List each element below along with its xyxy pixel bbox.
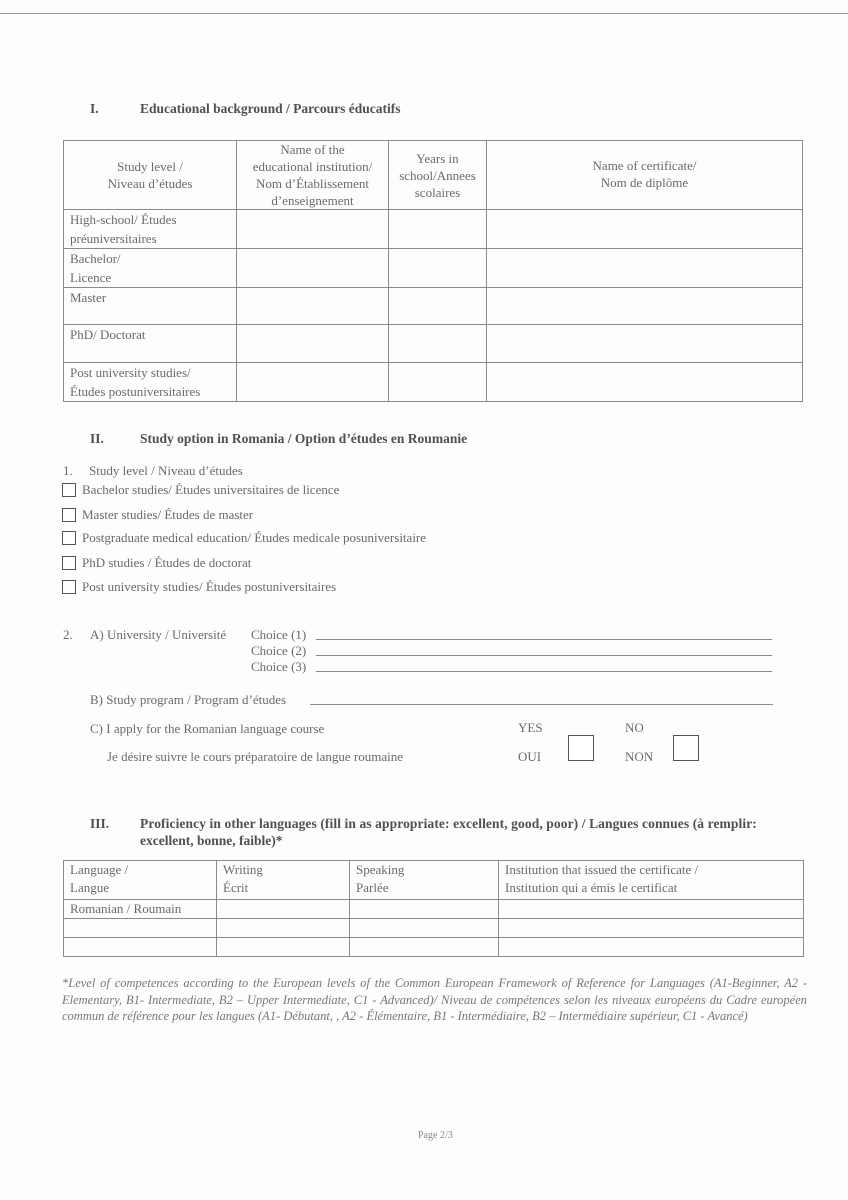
table-row (64, 900, 804, 919)
institution-cell[interactable] (237, 249, 389, 288)
institution-cell[interactable] (237, 363, 389, 402)
years-cell[interactable] (389, 288, 487, 325)
writing-cell[interactable] (217, 919, 350, 938)
speaking-cell[interactable] (350, 919, 499, 938)
header-study-level (64, 141, 237, 210)
study-program-field[interactable] (310, 704, 773, 705)
header-line: Speaking (356, 862, 405, 877)
writing-cell[interactable] (217, 900, 350, 919)
header-line: Name of certificate/ (592, 158, 697, 173)
institution-cell[interactable] (237, 325, 389, 363)
section-3-title-line-2: excellent, bonne, faible)* (140, 833, 283, 848)
choice-1-label: Choice (1) (251, 627, 307, 642)
years-cell[interactable] (389, 210, 487, 249)
header-line: educational institution/ (252, 159, 373, 174)
header-institution (499, 861, 804, 900)
top-rule (0, 13, 848, 14)
option-label: Bachelor studies/ Études universitaires de licence (82, 482, 340, 497)
table-row (64, 363, 803, 402)
table-row (64, 210, 803, 249)
study-program-label: B) Study program / Program d’études (90, 692, 287, 707)
option-label: Postgraduate medical education/ Études medicale posuniversitaire (82, 530, 427, 545)
option-label: PhD studies / Études de doctorat (82, 555, 252, 570)
option-bachelor[interactable] (62, 482, 339, 498)
certificate-cell[interactable] (487, 210, 803, 249)
certificate-cell[interactable] (487, 363, 803, 402)
university-label: A) University / Université (90, 627, 227, 642)
table-row (64, 919, 804, 938)
footnote: *Level of competences according to the European levels of the Common European Framework of Reference for Languages (A1-Beginner, A2 - Elementary, B1- Intermediate, B2 – Upper Intermediate, C1 - Advanced)/ Niveau de compétences selon les niveaux européens du Cadre européen commun de référence pour les langues (A1- Débutant, , A2 - Élémentaire, B1 - Intermédiaire, B2 – Intermédiaire supérieur, C1 - Avancé) (62, 976, 807, 1023)
option-phd[interactable] (62, 555, 251, 571)
header-line: Écrit (223, 880, 249, 895)
header-line: Niveau d’études (107, 176, 193, 191)
study-level-cell (64, 363, 237, 402)
checkbox-phd[interactable] (62, 556, 76, 570)
institution-cell[interactable] (237, 288, 389, 325)
section-2-heading (90, 431, 467, 447)
section-2-title: Study option in Romania / Option d’études en Roumanie (140, 431, 468, 446)
choice-3-label: Choice (3) (251, 659, 307, 674)
table-row (64, 325, 803, 363)
institution-cell[interactable] (237, 210, 389, 249)
section-3-title-line-1: Proficiency in other languages (fill in as appropriate: excellent, good, poor) / Langues connues (à remplir: (140, 816, 757, 831)
institution-cell[interactable] (499, 938, 804, 957)
language-proficiency-table (63, 860, 804, 957)
study-level-cell (64, 325, 237, 363)
section-2-number: II. (90, 431, 104, 446)
section-1-title: Educational background / Parcours éducatifs (140, 101, 401, 116)
institution-cell[interactable] (499, 900, 804, 919)
educational-background-table (63, 140, 803, 402)
certificate-cell[interactable] (487, 288, 803, 325)
question-1-label: Study level / Niveau d’études (89, 463, 243, 478)
table-row (64, 288, 803, 325)
section-1-heading (90, 101, 401, 117)
question-2-number: 2. (63, 627, 73, 642)
choice-1-field[interactable] (316, 639, 772, 640)
cell-line: Post university studies/ (70, 365, 191, 380)
cell-line: Bachelor/ (70, 251, 121, 266)
language-course-label-fr: Je désire suivre le cours préparatoire de langue roumaine (107, 749, 403, 764)
study-level-question (63, 463, 243, 479)
header-line: Institution qui a émis le certificat (505, 880, 678, 895)
choice-2-field[interactable] (316, 655, 772, 656)
years-cell[interactable] (389, 325, 487, 363)
speaking-cell[interactable] (350, 938, 499, 957)
study-level-cell (64, 288, 237, 325)
section-3-number: III. (90, 816, 110, 831)
cell-line: High-school/ Études (70, 212, 177, 227)
header-line: school/Annees (399, 167, 476, 183)
header-line: scolaires (414, 184, 461, 200)
cell-line: Licence (70, 270, 112, 285)
institution-cell[interactable] (499, 919, 804, 938)
header-certificate (487, 141, 803, 210)
page-number: Page 2/3 (418, 1130, 453, 1141)
cell-line: Études postuniversitaires (70, 384, 201, 399)
checkbox-postgraduate-medical[interactable] (62, 531, 76, 545)
option-label: Master studies/ Études de master (82, 507, 254, 522)
choice-3-field[interactable] (316, 671, 772, 672)
non-label: NON (625, 749, 654, 764)
section-3-heading (90, 815, 805, 849)
header-line: Parlée (356, 880, 389, 895)
language-cell[interactable] (64, 919, 217, 938)
table-header-row (64, 861, 804, 900)
header-writing (217, 861, 350, 900)
header-line: d’enseignement (271, 193, 354, 208)
language-cell: Romanian / Roumain (64, 900, 217, 919)
table-header-row (64, 141, 803, 210)
header-language (64, 861, 217, 900)
cell-line: PhD/ Doctorat (70, 327, 146, 342)
section-1-number: I. (90, 101, 99, 116)
header-institution (237, 141, 389, 210)
header-line: Nom d’Établissement (255, 176, 369, 191)
table-row (64, 938, 804, 957)
writing-cell[interactable] (217, 938, 350, 957)
yes-checkbox[interactable] (568, 735, 594, 761)
checkbox-master[interactable] (62, 508, 76, 522)
option-post-university[interactable] (62, 579, 336, 595)
header-line: Name of the (280, 142, 345, 157)
no-label: NO (625, 720, 644, 735)
study-level-cell (64, 249, 237, 288)
certificate-cell[interactable] (487, 325, 803, 363)
years-cell[interactable] (389, 363, 487, 402)
cell-line: préuniversitaires (70, 231, 157, 246)
language-course-label-en: C) I apply for the Romanian language course (90, 721, 325, 736)
option-label: Post university studies/ Études postuniversitaires (82, 579, 337, 594)
study-level-cell (64, 210, 237, 249)
cell-line: Master (70, 290, 107, 305)
years-cell[interactable] (389, 249, 487, 288)
choice-2-label: Choice (2) (251, 643, 307, 658)
language-cell[interactable] (64, 938, 217, 957)
option-master[interactable] (62, 507, 253, 523)
oui-label: OUI (518, 749, 542, 764)
header-line: Nom de diplôme (600, 175, 689, 190)
header-line: Institution that issued the certificate / (505, 862, 699, 877)
table-row (64, 249, 803, 288)
question-1-number: 1. (63, 463, 73, 478)
header-years (389, 141, 487, 210)
header-line: Language / (70, 862, 129, 877)
certificate-cell[interactable] (487, 249, 803, 288)
yes-label: YES (518, 720, 543, 735)
header-line: Study level / (117, 159, 183, 174)
header-speaking (350, 861, 499, 900)
checkbox-bachelor[interactable] (62, 483, 76, 497)
no-checkbox[interactable] (673, 735, 699, 761)
option-postgraduate-medical[interactable] (62, 530, 426, 546)
speaking-cell[interactable] (350, 900, 499, 919)
header-line: Langue (70, 880, 109, 895)
header-line: Years in (416, 150, 459, 166)
checkbox-post-university[interactable] (62, 580, 76, 594)
header-line: Writing (223, 862, 263, 877)
